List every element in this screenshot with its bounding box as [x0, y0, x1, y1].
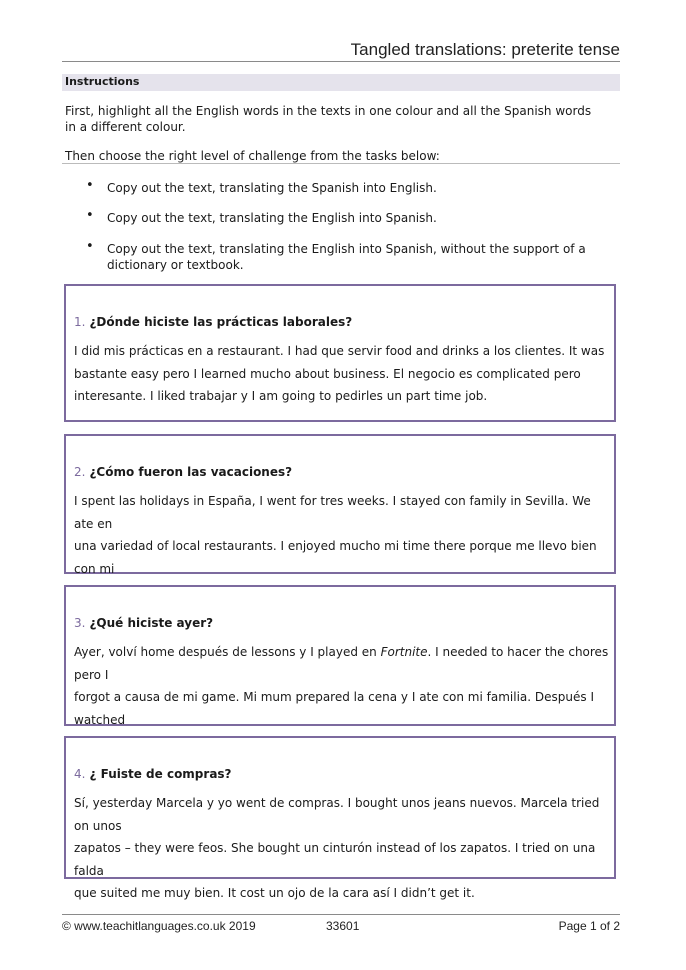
- task-line: [74, 641, 610, 686]
- footer-code: 33601: [326, 919, 360, 933]
- task-question-text: ¿Cómo fueron las vacaciones?: [89, 465, 293, 479]
- bullet-dot: •: [86, 208, 94, 223]
- instructions-divider: [62, 163, 620, 164]
- page-title: Tangled translations: preterite tense: [350, 40, 620, 59]
- instructions-paragraph-2: Then choose the right level of challenge from the tasks below:: [65, 149, 440, 163]
- bullet-item: Copy out the text, translating the English into Spanish.: [107, 211, 437, 225]
- bullet-item: Copy out the text, translating the Spanish into English.: [107, 181, 437, 195]
- task-question-text: ¿Qué hiciste ayer?: [89, 616, 214, 630]
- bullet-dot: •: [86, 178, 94, 193]
- task-line: Sí, yesterday Marcela y yo went de compras. I bought unos jeans nuevos. Marcela tried on unos: [74, 796, 600, 833]
- task-line: forgot a causa de mi game. Mi mum prepared la cena y I ate con mi familia. Después I watched: [74, 690, 594, 727]
- task-text: [74, 340, 610, 408]
- task-question-text: ¿Dónde hiciste las prácticas laborales?: [89, 315, 353, 329]
- task-question-text: ¿ Fuiste de compras?: [89, 767, 232, 781]
- instructions-heading-bar: [62, 74, 620, 91]
- title-divider: [62, 61, 620, 62]
- task-question: [74, 616, 213, 630]
- task-line: bastante easy pero I learned mucho about business. El negocio es complicated pero: [74, 366, 581, 381]
- task-box-3: [64, 585, 616, 726]
- footer-divider: [62, 914, 620, 915]
- game-title: Fortnite: [380, 645, 428, 659]
- instructions-paragraph-1: First, highlight all the English words in the texts in one colour and all the Spanish words in a different colour.: [65, 104, 592, 134]
- task-line-part: . I needed to hacer the chores pero I: [74, 645, 609, 682]
- bullet-item: Copy out the text, translating the English into Spanish, without the support of a dictionary or textbook.: [107, 242, 586, 272]
- task-line: I spent las holidays in España, I went for tres weeks. I stayed con family in Sevilla. We ate en: [74, 494, 591, 531]
- task-number: 3.: [74, 616, 86, 630]
- task-question: [74, 465, 292, 479]
- task-line: que suited me muy bien. It cost un ojo de la cara así I didn’t get it.: [74, 886, 475, 900]
- task-question: [74, 315, 352, 329]
- task-line: una variedad of local restaurants. I enjoyed mucho mi time there porque me llevo bien con mi: [74, 539, 597, 576]
- task-line: zapatos – they were feos. She bought un cinturón instead of los zapatos. I tried on una falda: [74, 841, 596, 878]
- task-box-2: [64, 434, 616, 574]
- bullet-dot: •: [86, 239, 94, 254]
- footer-page-number: Page 1 of 2: [558, 919, 620, 933]
- task-line: I did mis prácticas en a restaurant. I had que servir food and drinks a los clientes. It was: [74, 344, 605, 358]
- task-number: 1.: [74, 315, 86, 329]
- footer-copyright: © www.teachitlanguages.co.uk 2019: [62, 919, 256, 933]
- task-box-4: [64, 736, 616, 900]
- task-question: [74, 767, 232, 781]
- task-box-1: [64, 284, 616, 422]
- task-text: [74, 792, 610, 905]
- instructions-heading: Instructions: [65, 75, 140, 88]
- task-number: 2.: [74, 465, 86, 479]
- task-line-part: Ayer, volví home después de lessons y I played en: [74, 645, 381, 659]
- task-number: 4.: [74, 767, 86, 781]
- task-line: interesante. I liked trabajar y I am going to pedirles un part time job.: [74, 389, 488, 403]
